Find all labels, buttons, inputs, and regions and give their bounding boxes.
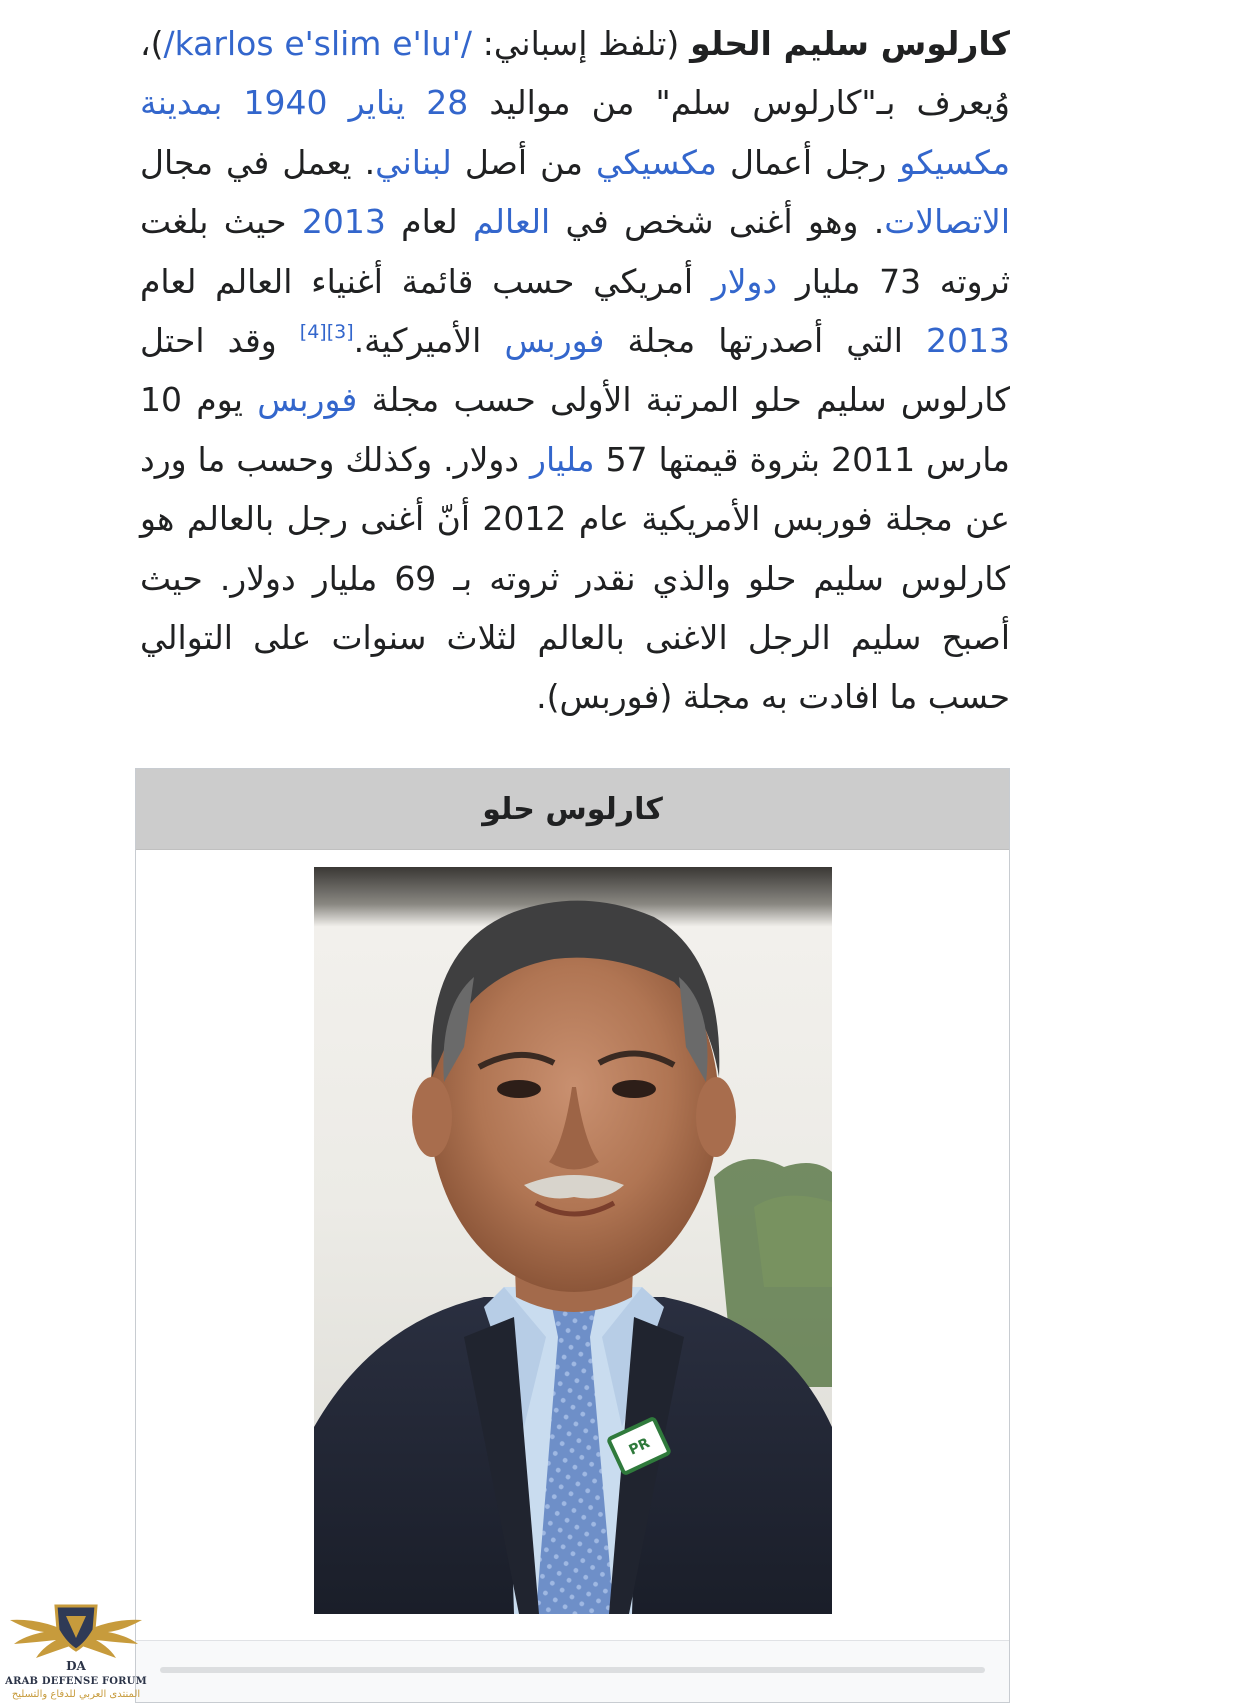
- article-text: دولار. وكذلك وحسب ما: [197, 439, 531, 479]
- portrait-image[interactable]: [314, 867, 832, 1614]
- svg-text:DA: DA: [66, 1659, 86, 1673]
- article-text: وقد احتل: [140, 321, 300, 361]
- article-link[interactable]: مكسيكي: [595, 142, 717, 182]
- article-text: . وهو أغنى شخص في: [550, 202, 885, 242]
- article-text: التوالي حسب ما افادت به مجلة (فوربس).: [140, 618, 1010, 717]
- forum-watermark: [4, 1600, 148, 1702]
- article-text: وُيعرف بـ"كارلوس سلم" من مواليد: [468, 83, 1010, 123]
- article-text: [222, 83, 243, 122]
- article-text: أمريكي حسب قائمة أغنياء العالم لعام: [140, 261, 712, 301]
- article-link[interactable]: /'karlos e'slim e'lu/: [163, 24, 472, 63]
- watermark-label-en: ARAB DEFENSE FORUM: [5, 1676, 147, 1687]
- article-link[interactable]: لبناني: [375, 142, 452, 182]
- article-link[interactable]: 2013: [926, 321, 1011, 361]
- citation-link[interactable]: [4]: [299, 321, 327, 344]
- article-text: [328, 83, 349, 122]
- article-text: لعام: [385, 202, 473, 242]
- article-text: هو كارلوس سليم حلو والذي نقدر ثروته بـ 69 مليار دولار.: [140, 499, 1010, 598]
- article-text: حيث بلغت: [140, 202, 302, 242]
- citation-ref: [327, 321, 354, 343]
- article-link[interactable]: 2013: [301, 202, 386, 242]
- article-link[interactable]: دولار: [711, 261, 778, 301]
- article-link[interactable]: بمدينة: [140, 83, 223, 123]
- infobox-divider: [160, 1667, 985, 1673]
- article-text: كارلوس سليم حلو المرتبة الأولى حسب مجلة: [357, 380, 1010, 420]
- article-body: [140, 14, 1010, 727]
- article-subject-name: كارلوس سليم الحلو: [690, 24, 1010, 63]
- article-text: ورد عن مجلة فوربس الأمريكية عام 2012 أنّ أغنى رجل بالعالم: [140, 439, 1010, 539]
- article-link[interactable]: العالم: [472, 202, 551, 242]
- lead-paragraph: [140, 14, 1010, 727]
- infobox: [135, 768, 1010, 1703]
- article-text: من أصل: [451, 142, 596, 182]
- citation-link[interactable]: [3]: [326, 321, 354, 344]
- article-text: مارس 2011 بثروة قيمتها 57: [594, 439, 1010, 479]
- article-link[interactable]: مكسيكو: [899, 142, 1010, 182]
- article-link[interactable]: فوربس: [504, 321, 605, 361]
- article-text: التي أصدرتها مجلة: [604, 321, 927, 361]
- infobox-image-cell: [136, 850, 1009, 1641]
- svg-text:PR: PR: [626, 1435, 653, 1459]
- article-link[interactable]: 1940: [243, 83, 328, 123]
- infobox-title: كارلوس حلو: [136, 769, 1009, 850]
- article-link[interactable]: 28 يناير: [348, 83, 469, 123]
- article-link[interactable]: مليار: [530, 439, 595, 479]
- article-text: الأميركية.: [353, 321, 505, 361]
- article-text: (تلفظ إسباني:: [471, 24, 691, 63]
- article-link[interactable]: الاتصالات: [884, 202, 1010, 242]
- watermark-label-ar: المنتدى العربي للدفاع والتسليح: [11, 1689, 141, 1700]
- article-text: حيث أصبح سليم الرجل الاغنى بالعالم لثلاث سنوات على: [140, 558, 1010, 658]
- forum-logo-icon: [4, 1600, 148, 1678]
- article-text: ثروته 73 مليار: [777, 261, 1011, 301]
- article-link[interactable]: فوربس: [257, 380, 358, 420]
- citation-ref: [300, 321, 327, 343]
- article-text: . يعمل في مجال: [140, 142, 376, 182]
- article-text: رجل أعمال: [716, 142, 900, 182]
- article-text: )،: [140, 24, 164, 63]
- article-text: يوم 10: [140, 380, 258, 420]
